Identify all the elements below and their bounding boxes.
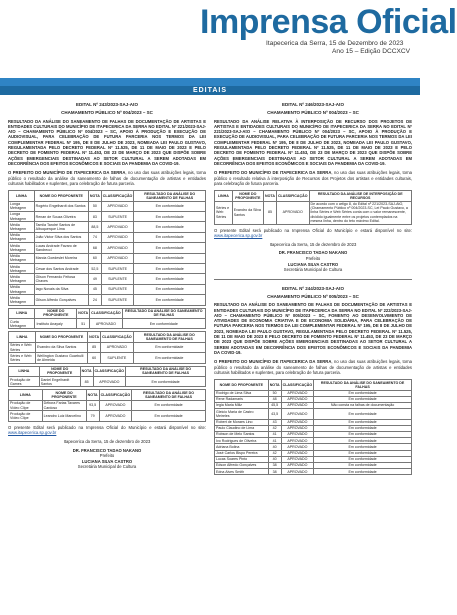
table-cell: Iegia Maria Miliz bbox=[215, 402, 269, 408]
table-cell: Tamila Tandré Santos de Albuquerque Lima bbox=[34, 222, 88, 232]
table-cell: 41 bbox=[268, 438, 281, 444]
table-cell: 45,5 bbox=[268, 402, 281, 408]
column-header: CLASSIFICAÇÃO bbox=[99, 390, 132, 400]
table-cell: Média Metragem bbox=[9, 232, 35, 242]
column-header: LINHA bbox=[9, 191, 35, 201]
table-body bbox=[215, 201, 412, 224]
edital-header: EDITAL Nº 243/2023-SAJ-AtO bbox=[76, 102, 138, 107]
site-link[interactable]: www.itapecerica.sp.gov.br bbox=[8, 429, 57, 435]
table-cell: Instituto Anayaly bbox=[35, 319, 77, 329]
signer-role: Prefeito bbox=[305, 255, 321, 261]
table-cell: Em conformidade bbox=[134, 274, 206, 284]
table-cell: Em conformidade bbox=[132, 411, 206, 421]
table-cell: Longa Metragem bbox=[9, 211, 35, 221]
table-cell: Débora Farias Tavares Cardoso bbox=[42, 400, 86, 410]
table-cell: Edson Alfredo Gonçalves bbox=[215, 462, 269, 468]
table-cell: Em conformidade bbox=[314, 450, 412, 456]
column-header: NOME DO PROPONENTE bbox=[42, 390, 86, 400]
table-header-row bbox=[215, 191, 412, 201]
table-cell: 83 bbox=[88, 211, 101, 221]
table-header-row bbox=[9, 308, 206, 318]
column-header: NOTA bbox=[77, 308, 90, 318]
table-cell: Robson de Melo Santos bbox=[215, 431, 269, 437]
column-header: NOME DO PROPONENTE bbox=[35, 332, 87, 342]
table-header-row bbox=[9, 390, 206, 400]
table-cell: APROVADO bbox=[281, 469, 314, 475]
table-cell: 88,5 bbox=[88, 222, 101, 232]
table-cell: APROVADO bbox=[281, 431, 314, 437]
column-header: NOTA bbox=[268, 380, 281, 390]
table-cell: 43 bbox=[268, 419, 281, 425]
prefeito-lead: O PREFEITO DO MUNICÍPIO DE ITAPECERICA DA SERRA bbox=[214, 359, 332, 365]
table-cell: 38 bbox=[268, 462, 281, 468]
table-cell: Em conformidade bbox=[314, 390, 412, 396]
table-row bbox=[9, 211, 206, 221]
column-header: RESULTADO DA ANÁLISE DO SANEAMENTO DE FALHAS bbox=[122, 308, 205, 318]
prefeito-paragraph bbox=[214, 359, 412, 375]
table-row bbox=[215, 409, 412, 419]
table-cell: 85 bbox=[80, 377, 93, 387]
column-header: NOTA bbox=[86, 390, 99, 400]
table-cell: Em conformidade bbox=[314, 431, 412, 437]
table-cell: Gilson Alfredo Gonçalves bbox=[34, 295, 88, 305]
results-table-1 bbox=[8, 190, 206, 305]
column-header: NOTA bbox=[88, 191, 101, 201]
publish-note bbox=[214, 228, 412, 239]
left-column bbox=[8, 102, 206, 470]
table-cell: Em conformidade bbox=[134, 264, 206, 274]
table-cell: 60 bbox=[88, 353, 101, 363]
column-header: RESULTADO DA ANÁLISE DO SANEAMENTO DE FALHAS bbox=[134, 191, 206, 201]
table-cell: 41 bbox=[268, 431, 281, 437]
table-cell: Em conformidade bbox=[134, 253, 206, 263]
table-cell: APROVADO bbox=[101, 222, 134, 232]
table-cell: APROVADO bbox=[101, 201, 134, 211]
table-cell: Wellington Gustavo Guarbulli de Almeida bbox=[35, 353, 87, 363]
table-cell: Em conformidade bbox=[314, 469, 412, 475]
table-cell: 60 bbox=[88, 253, 101, 263]
table-row bbox=[9, 222, 206, 232]
table-cell: Longa Metragem bbox=[9, 201, 35, 211]
results-table-4 bbox=[8, 366, 206, 388]
masthead-bar bbox=[0, 78, 420, 86]
table-cell: APROVADO bbox=[99, 411, 132, 421]
table-cell: 79 bbox=[86, 411, 99, 421]
table-cell: Renan de Souza Oliveira bbox=[34, 211, 88, 221]
edital-header: EDITAL Nº 246/2023-SAJ-AtO bbox=[282, 102, 344, 107]
table-cell: Média Metragem bbox=[9, 243, 35, 253]
table-cell: Média Metragem bbox=[9, 222, 35, 232]
table-row bbox=[9, 243, 206, 253]
table-cell: Em conformidade bbox=[134, 222, 206, 232]
results-table-5 bbox=[8, 389, 206, 421]
table-cell: Séries e Web Séries bbox=[9, 342, 36, 352]
table-row bbox=[9, 274, 206, 284]
table-cell: Em conformidade bbox=[126, 377, 206, 387]
table-body-5 bbox=[9, 400, 206, 421]
column-header: CLASSIFICAÇÃO bbox=[93, 366, 126, 376]
table-cell: José Carlos Bispo Pereira bbox=[215, 450, 269, 456]
table-cell: De acordo com o artigo 8, do Edital nº 221/2023-SAJ-AtO, (Chamamento Público nº 004/2023-SC, Lei Paulo Gustavo, a linha Séries e Web Séries conta com o valor remanescente, dividido igualmente entre os projetos contemplados na mesma linha, dentro do teto máximo Edital. bbox=[309, 201, 412, 224]
table-cell: APROVADO bbox=[281, 456, 314, 462]
signer-name: DR. FRANCISCO TADAO NAKANO bbox=[278, 250, 348, 256]
divider bbox=[214, 279, 412, 280]
table-cell: Média Metragem bbox=[9, 264, 35, 274]
secretary-role: Secretária Municipal de Cultura bbox=[283, 267, 343, 273]
table-cell: SUPLENTE bbox=[101, 211, 134, 221]
table-cell: Adriana Bolina bbox=[215, 444, 269, 450]
table-row bbox=[9, 295, 206, 305]
results-table-c bbox=[214, 379, 412, 475]
table-cell: Em conformidade bbox=[133, 353, 205, 363]
column-header: CLASSIFICAÇÃO bbox=[281, 380, 314, 390]
table-cell: Em conformidade bbox=[134, 295, 206, 305]
issue-date: Itapecerica da Serra, 15 de Dezembro de 2023 bbox=[266, 40, 404, 47]
table-cell: 40 bbox=[268, 444, 281, 450]
table-cell: Evandro da Silva Santos bbox=[35, 342, 87, 352]
table-cell: Séries e Web Séries bbox=[9, 353, 36, 363]
table-cell: Produção de Vídeo Clipe bbox=[9, 411, 43, 421]
table-cell: Glison Fernando Feitosa Chaves bbox=[34, 274, 88, 284]
column-header: RESULTADO DA ANÁLISE DO SANEAMENTO DE FALHAS bbox=[132, 390, 206, 400]
table-cell: Em conformidade bbox=[314, 438, 412, 444]
prefeito-rest: , no uso das suas atribuições legais, torna público o resultado da análise do saneamento de falhas de documentação de artistas e entidades culturais habilitados e suplentes, para celebração de futura parceria. bbox=[8, 170, 206, 186]
date-line: Itapecerica da Serra, 15 de dezembro de 2023 bbox=[269, 242, 357, 248]
table-body-1 bbox=[9, 201, 206, 305]
chamamento-header: CHAMAMENTO PÚBLICO Nº 004/2023 – SC bbox=[267, 110, 359, 116]
table-cell: 52,5 bbox=[88, 264, 101, 274]
table-cell: 48 bbox=[268, 396, 281, 402]
table-cell: Em conformidade bbox=[134, 284, 206, 294]
table-cell: APROVADO bbox=[281, 396, 314, 402]
table-cell: Média Metragem bbox=[9, 253, 35, 263]
table-cell: João Victor Silva dos Santos bbox=[34, 232, 88, 242]
table-cell: APROVADO bbox=[281, 409, 314, 419]
table-cell: SUPLENTE bbox=[101, 353, 134, 363]
table-cell: 42 bbox=[268, 425, 281, 431]
column-header: RESULTADO DA ANÁLISE DO SANEAMENTO DE FALHAS bbox=[126, 366, 206, 376]
table-cell: Em conformidade bbox=[134, 232, 206, 242]
column-header: NOME DO PROPONENTE bbox=[215, 380, 269, 390]
table-cell: 43,5 bbox=[268, 409, 281, 419]
table-cell: Produção de Vídeo Clipe bbox=[9, 400, 43, 410]
table-cell: Evandro da Silva Santos bbox=[232, 201, 263, 224]
column-header: NOTA bbox=[80, 366, 93, 376]
table-cell: APROVADO bbox=[281, 444, 314, 450]
table-cell: Em conformidade bbox=[134, 211, 206, 221]
table-row bbox=[215, 201, 412, 224]
table-header-row bbox=[9, 332, 206, 342]
table-row bbox=[9, 232, 206, 242]
prefeito-lead: O PREFEITO DO MUNICÍPIO DE ITAPECERICA DA SERRA bbox=[8, 170, 126, 176]
table-cell: 93,5 bbox=[86, 400, 99, 410]
table-header-row bbox=[215, 380, 412, 390]
prefeito-lead: O PREFEITO DO MUNICÍPIO DE ITAPECERICA DA SERRA bbox=[214, 170, 332, 176]
table-cell: Em conformidade bbox=[314, 396, 412, 402]
site-link[interactable]: www.itapecerica.sp.gov.br bbox=[214, 232, 263, 238]
table-cell: Em conformidade bbox=[133, 342, 205, 352]
table-row bbox=[9, 284, 206, 294]
table-cell: SUPLENTE bbox=[101, 295, 134, 305]
edital-header: EDITAL Nº 244/2023-SAJ-AtO bbox=[282, 285, 344, 291]
table-cell: Em conformidade bbox=[134, 243, 206, 253]
right-column bbox=[214, 102, 412, 477]
table-cell: Gleicio Maria de Castro Meireles bbox=[215, 409, 269, 419]
table-row bbox=[9, 342, 206, 352]
table-cell: Em conformidade bbox=[314, 425, 412, 431]
table-cell: Em conformidade bbox=[314, 456, 412, 462]
table-cell: Em conformidade bbox=[122, 319, 205, 329]
table-cell: SUPLENTE bbox=[101, 264, 134, 274]
date-line: Itapecerica da Serra, 15 de dezembro de 2023 bbox=[63, 439, 151, 445]
table-cell: 42 bbox=[268, 450, 281, 456]
table-cell: Iago Novais da Silva bbox=[34, 284, 88, 294]
table-cell: Em conformidade bbox=[314, 444, 412, 450]
table-cell: APROVADO bbox=[281, 462, 314, 468]
table-cell: 45 bbox=[88, 284, 101, 294]
prefeito-paragraph bbox=[8, 170, 206, 186]
signer-name: DR. FRANCISCO TADAO NAKANO bbox=[72, 447, 142, 453]
table-row bbox=[9, 400, 206, 410]
table-cell: APROVADO bbox=[101, 243, 134, 253]
issue-edition: Ano 15 – Edição DCCXCV bbox=[332, 48, 411, 55]
table-cell: 50 bbox=[268, 390, 281, 396]
results-table-2 bbox=[8, 308, 206, 330]
table-cell: Média Metragem bbox=[9, 284, 35, 294]
table-header-row bbox=[9, 366, 206, 376]
publish-text: O presente Edital será publicado na Imprensa Oficial do Município e estará disponível no site: bbox=[8, 424, 206, 430]
table-cell: Curta Metragem bbox=[9, 319, 35, 329]
table-cell: Média Metragem bbox=[9, 274, 35, 284]
column-header: LINHA bbox=[9, 366, 40, 376]
column-header: RESULTADO DA ANÁLISE DE INTERPOSIÇÃO DE RECURSOS bbox=[309, 191, 412, 201]
table-cell: Não consta na falhas de documentação bbox=[314, 402, 412, 408]
column-header: CLASSIFICAÇÃO bbox=[101, 191, 134, 201]
table-cell: SUPLENTE bbox=[101, 284, 134, 294]
table-cell: Robert de Moraes Lino bbox=[215, 419, 269, 425]
column-header: LINHA bbox=[9, 308, 35, 318]
column-header: CLASSIFICAÇÃO bbox=[90, 308, 123, 318]
column-header: NOTA bbox=[264, 191, 277, 201]
column-header: LINHA bbox=[9, 390, 43, 400]
recurso-table bbox=[214, 190, 412, 224]
table-cell: APROVADO bbox=[99, 400, 132, 410]
table-cell: Leandro Luiz Marcelino bbox=[42, 411, 86, 421]
table-cell: 51 bbox=[77, 319, 90, 329]
table-cell: APROVADO bbox=[93, 377, 126, 387]
table-cell: APROVADO bbox=[281, 425, 314, 431]
table-cell: 68 bbox=[88, 243, 101, 253]
table-row bbox=[9, 319, 206, 329]
secretary-role: Secretária Municipal de Cultura bbox=[77, 464, 137, 470]
table-cell: 24 bbox=[88, 295, 101, 305]
table-cell: 74 bbox=[88, 232, 101, 242]
column-header: NOME DO PROPONENTE bbox=[232, 191, 263, 201]
column-header: RESULTADO DA ANÁLISE DO SANEAMENTO DE FALHAS bbox=[133, 332, 205, 342]
table-cell: Ivo Rodrigues de Oliveira bbox=[215, 438, 269, 444]
column-header: CLASSIFICAÇÃO bbox=[101, 332, 134, 342]
table-body bbox=[215, 390, 412, 475]
chamamento-header: CHAMAMENTO PÚBLICO Nº 004/2023 – SC bbox=[61, 110, 153, 116]
table-cell: Rogério Engelhardt dos Santos bbox=[34, 201, 88, 211]
table-cell: APROVADO bbox=[281, 390, 314, 396]
table-row bbox=[9, 253, 206, 263]
table-row bbox=[215, 469, 412, 475]
column-header: CLASSIFICAÇÃO bbox=[276, 191, 309, 201]
table-cell: APROVADO bbox=[276, 201, 309, 224]
section-title: EDITAIS bbox=[0, 86, 420, 95]
column-header: NOTA bbox=[88, 332, 101, 342]
table-cell: Em conformidade bbox=[314, 462, 412, 468]
publish-note bbox=[8, 425, 206, 436]
table-cell: Em conformidade bbox=[132, 400, 206, 410]
column-header: NOME DO PROPONENTE bbox=[39, 366, 80, 376]
masthead bbox=[0, 0, 457, 76]
table-cell: Em conformidade bbox=[314, 419, 412, 425]
table-cell: Lucas Andrade Favaro de Sandrecci bbox=[34, 243, 88, 253]
table-cell: Edna Alves Smith bbox=[215, 469, 269, 475]
resultado-text: RESULTADO DA ANÁLISE DO SANEAMENTO DE FALHAS DE DOCUMENTAÇÃO DE ARTISTAS E ENTIDADES CULTURAIS DO MUNICÍPIO DE ITAPECERICA DA SERRA NO EDITAL Nº 222/2023-SAJ-AtO – CHAMAMENTO PÚBLICO Nº 005/2023 – SC, FOMENTO AO DESENVOLVIMENTO DE ATIVIDADES DE ECONOMIA CRIATIVA E DE ECONOMIA SOLIDÁRIA, PARA CELEBRAÇÃO DE FUTURA PARCERIA NOS TERMOS DA LEI COMPLEMENTAR FEDERAL Nº 195, DE 8 DE JULHO DE 2023, NOMEADA LEI PAULO GUSTAVO, REGULAMENTADA PELO DECRETO FEDERAL Nº 11.525, DE 11 DE MAIO DE 2023 E PELO DECRETO DE FOMENTO FEDERAL Nº 11.453, DE 23 DE MARÇO DE 2023 QUE DISPÕE SOBRE AÇÕES EMERGENCIAIS DESTINADAS AO SETOR CULTURAL A SEREM ADOTADAS EM DECORRÊNCIA DOS EFEITOS ECONÔMICOS E SOCIAIS DA PANDEMIA DA COVID-19. bbox=[214, 302, 412, 355]
table-cell: 85 bbox=[264, 201, 277, 224]
table-cell: APROVADO bbox=[281, 419, 314, 425]
prefeito-rest: , no uso das suas atribuições legais, torna público o resultado da análise do saneamento de falhas de documentação de artistas e entidades culturais habilitados e suplentes, para celebração de futura parceria. bbox=[214, 359, 412, 375]
table-cell: Rodrigo de Lima Silva bbox=[215, 390, 269, 396]
column-header: NOME DO PROPONENTE bbox=[35, 308, 77, 318]
column-header: NOME DO PROPONENTE bbox=[34, 191, 88, 201]
table-cell: APROVADO bbox=[101, 232, 134, 242]
table-row bbox=[9, 377, 206, 387]
table-cell: Cesar dos Santos Andrade bbox=[34, 264, 88, 274]
prefeito-rest: , no uso das suas atribuições legais, torna público o resultado relativa à interposição de Recursos dos Projetos dos artistas e entidades culturais, para celebração de futura parceria. bbox=[214, 170, 412, 186]
table-cell: APROVADO bbox=[281, 402, 314, 408]
signer-role: Prefeito bbox=[99, 452, 115, 458]
table-header-row bbox=[9, 191, 206, 201]
table-body-2 bbox=[9, 319, 206, 329]
column-header: LINHA bbox=[215, 191, 233, 201]
table-body-3 bbox=[9, 342, 206, 363]
publish-text: O presente Edital será publicado na Imprensa Oficial do Município e estará disponível no site: bbox=[214, 227, 412, 233]
prefeito-paragraph bbox=[214, 170, 412, 186]
table-cell: Séries e Web Séries bbox=[215, 201, 233, 224]
table-cell: APROVADO bbox=[101, 253, 134, 263]
table-cell: Paulo Claudino de Lima bbox=[215, 425, 269, 431]
table-cell: APROVADO bbox=[281, 438, 314, 444]
table-body-4 bbox=[9, 377, 206, 387]
table-row bbox=[9, 353, 206, 363]
table-cell: Produção de Games bbox=[9, 377, 40, 387]
secretary-name: LUCIANA SILVA CASTRO bbox=[287, 262, 339, 268]
resultado-text: RESULTADO DA ANÁLISE DO SANEAMENTO DE FALHAS DE DOCUMENTAÇÃO DE ARTISTAS E ENTIDADES CULTURAIS DO MUNICÍPIO DE ITAPECERICA DA SERRA NO EDITAL Nº 221/2023-SAJ-AtO – CHAMAMENTO PÚBLICO Nº 004/2023 – SC, APOIO À PRODUÇÃO E EXECUÇÃO DE AUDIOVISUAL, PARA CELEBRAÇÃO DE FUTURA PARCERIA NOS TERMOS DA LEI COMPLEMENTAR FEDERAL Nº 195, DE 8 DE JULHO DE 2023, NOMEADA LEI PAULO GUSTAVO, REGULAMENTADA PELO DECRETO FEDERAL Nº 11.525, DE 11 DE MAIO DE 2023 E PELO DECRETO DE FOMENTO FEDERAL Nº 11.453, DE 23 DE MARÇO DE 2023 QUE DISPÕE SOBRE AÇÕES EMERGENCIAIS DESTINADAS AO SETOR CULTURAL A SEREM ADOTADAS EM DECORRÊNCIA DOS EFEITOS ECONÔMICOS E SOCIAIS DA PANDEMIA DA COVID-19. bbox=[8, 118, 206, 166]
table-cell: 85 bbox=[88, 342, 101, 352]
table-cell: 49 bbox=[88, 274, 101, 284]
table-cell: 38 bbox=[268, 469, 281, 475]
table-cell: Em conformidade bbox=[134, 201, 206, 211]
table-cell: SUPLENTE bbox=[101, 274, 134, 284]
table-cell: APROVADO bbox=[101, 342, 134, 352]
table-cell: Rene Radamaris bbox=[215, 396, 269, 402]
table-row bbox=[9, 264, 206, 274]
table-cell: 40 bbox=[268, 456, 281, 462]
table-cell: APROVADO bbox=[90, 319, 123, 329]
resultado-text: RESULTADO DA ANÁLISE RELATIVA À INTERPOSIÇÃO DE RECURSO DOS PROJETOS DE ARTISTAS E ENTIDADES CULTURAIS DO MUNICÍPIO DE ITAPECERICA DA SERRA NO EDITAL Nº 221/2023-SAJ-AtO – CHAMAMENTO PÚBLICO Nº 004/2023 – SC, APOIO À PRODUÇÃO E EXECUÇÃO DE AUDIOVISUAL, PARA CELEBRAÇÃO DE FUTURA PARCERIA NOS TERMOS DA LEI COMPLEMENTAR FEDERAL Nº 195, DE 8 DE JULHO DE 2023, NOMEADA LEI PAULO GUSTAVO, REGULAMENTADA PELO DECRETO FEDERAL Nº 11.525, DE 11 DE MAIO DE 2023 E PELO DECRETO DE FOMENTO FEDERAL Nº 11.453, DE 23 DE MARÇO DE 2023 QUE DISPÕE SOBRE AÇÕES EMERGENCIAIS DESTINADAS AO SETOR CULTURAL A SEREM ADOTADAS EM DECORRÊNCIA DOS EFEITOS ECONÔMICOS E SOCIAIS DA PANDEMIA DA COVID-19. bbox=[214, 118, 412, 166]
table-row bbox=[9, 201, 206, 211]
secretary-name: LUCIANA SILVA CASTRO bbox=[81, 459, 133, 465]
table-cell: Marcia Goedeslet Moreira bbox=[34, 253, 88, 263]
table-cell: APROVADO bbox=[281, 450, 314, 456]
table-cell: Em conformidade bbox=[314, 409, 412, 419]
newspaper-title: Imprensa Oficial bbox=[200, 3, 457, 41]
chamamento-header: CHAMAMENTO PÚBLICO Nº 005/2023 – SC bbox=[267, 293, 359, 299]
column-header: RESULTADO DA ANÁLISE DO SANEAMENTO DE FALHAS bbox=[314, 380, 412, 390]
table-cell: 50 bbox=[88, 201, 101, 211]
column-header: LINHA bbox=[9, 332, 36, 342]
table-cell: Lucas Soares Pinto bbox=[215, 456, 269, 462]
table-row bbox=[9, 411, 206, 421]
results-table-3 bbox=[8, 331, 206, 363]
table-cell: Média Metragem bbox=[9, 295, 35, 305]
table-cell: Daniel Engelhardt Santos bbox=[39, 377, 80, 387]
